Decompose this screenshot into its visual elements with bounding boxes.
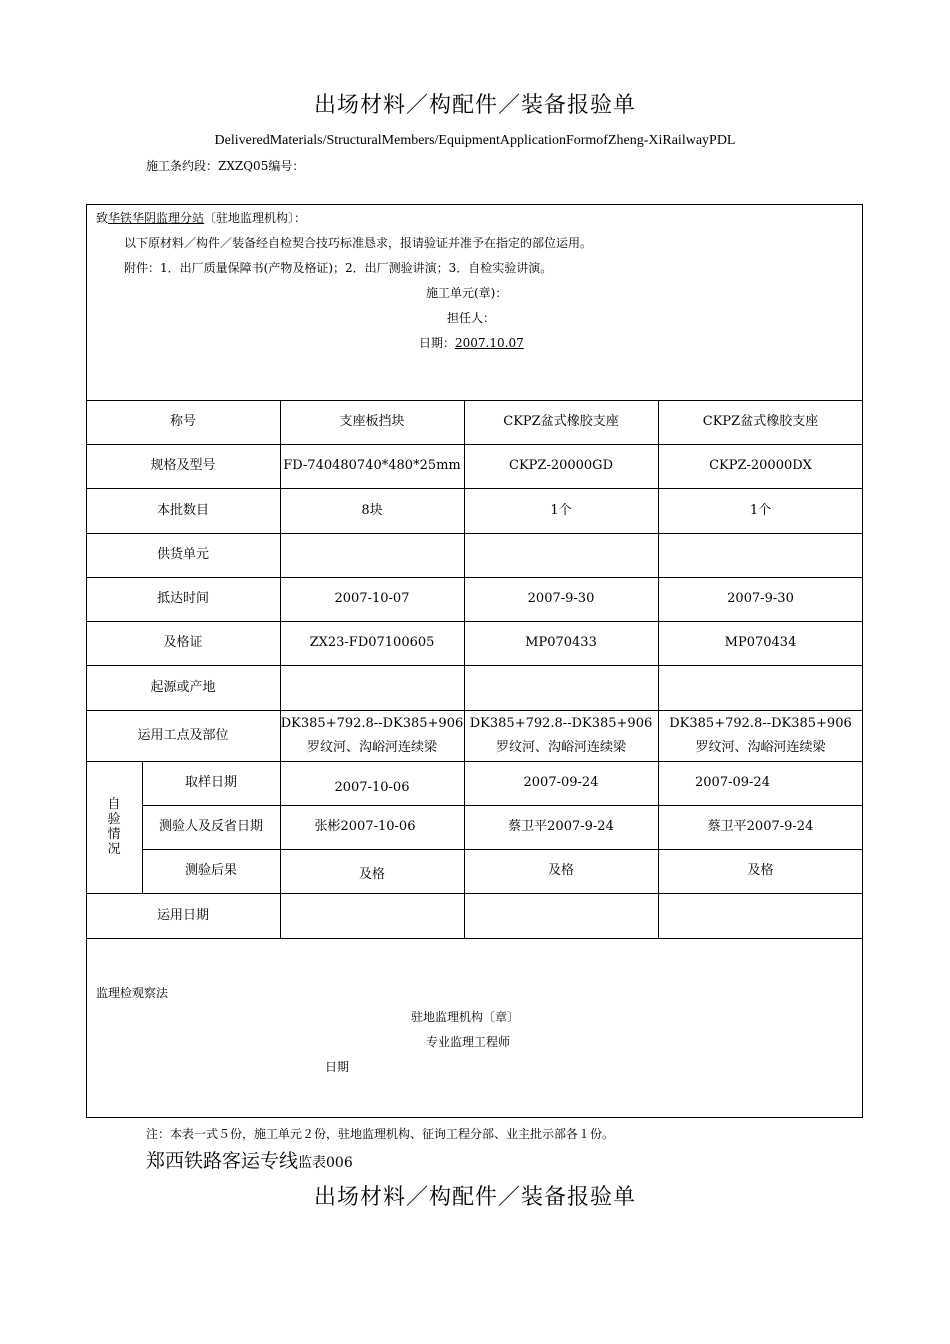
label-name: 称号 (169, 414, 196, 429)
col1-location-line2: 罗纹河、沟峪河连续梁 (306, 739, 437, 755)
label-result: 测验后果 (184, 863, 237, 878)
label-spec: 规格及型号 (150, 458, 216, 473)
col3-tester: 蔡卫平2007-9-24 (707, 819, 814, 834)
label-location: 运用工点及部位 (137, 727, 229, 743)
supervision-engineer: 专业监理工程师 (426, 1035, 511, 1049)
col3-supplier (658, 533, 863, 577)
supervision-agency: 驻地监理机构〔章〕 (411, 1010, 520, 1024)
col2-location (464, 710, 658, 761)
request-text: 以下原材料／构件／装备经自检契合技巧标准恳求，报请验证并准予在指定的部位运用。 (124, 236, 593, 250)
footer-line (146, 1146, 353, 1173)
col3-origin (658, 665, 863, 710)
col2-location-line2: 罗纹河、沟峪河连续梁 (495, 739, 626, 755)
label-self-test: 自验情况 (107, 797, 121, 857)
form-subtitle: DeliveredMaterials/StructuralMembers/EquipmentApplicationFormofZheng-XiRailwayPDL (214, 133, 736, 148)
col2-use-date (464, 893, 658, 938)
col3-result: 及格 (747, 863, 774, 878)
label-origin: 起源或产地 (150, 679, 216, 695)
to-suffix: 〔驻地监理机构〕： (204, 211, 307, 225)
col1-origin (280, 665, 464, 710)
contract-section: 施工条约段：ZXZQ05编号： (146, 159, 305, 173)
col3-arrival: 2007-9-30 (727, 591, 794, 606)
responsible-person: 担任人： (447, 311, 496, 325)
request-date (419, 334, 524, 351)
date-value: 2007.10.07 (455, 336, 524, 350)
col3-spec: CKPZ-20000DX (709, 458, 812, 473)
col1-location-line1: DK385+792.8--DK385+906 (280, 715, 464, 731)
col3-use-date (658, 893, 863, 938)
col3-location-line2: 罗纹河、沟峪河连续梁 (695, 739, 826, 755)
label-quantity: 本批数目 (156, 502, 209, 518)
table-bottom-line (86, 938, 863, 939)
col3-location (658, 710, 863, 761)
col1-quantity: 8块 (361, 502, 383, 518)
contractor-seal: 施工单元(章)： (426, 286, 508, 300)
label-use-date: 运用日期 (156, 907, 209, 923)
label-tester: 测验人及反省日期 (158, 819, 263, 834)
form-note: 注：本表一式５份，施工单元２份，驻地监理机构、征询工程分部、业主批示部各１份。 (146, 1127, 615, 1141)
date-label: 日期： (419, 336, 456, 350)
col1-result: 及格 (358, 867, 385, 882)
col2-name: CKPZ盆式橡胶支座 (503, 414, 619, 429)
label-sample-date: 取样日期 (184, 775, 237, 790)
col1-use-date (280, 893, 464, 938)
supervision-opinion-label: 监理检观察法 (96, 986, 169, 1000)
footer-railway-name: 郑西铁路客运专线 (146, 1150, 299, 1172)
col1-spec: FD-740480740*480*25mm (283, 458, 461, 473)
attachments-text: 附件：1．出厂质量保障书(产物及格证)；2．出厂测验讲演；3．自检实验讲演。 (124, 261, 553, 275)
col2-spec: CKPZ-20000GD (509, 458, 613, 473)
col2-tester: 蔡卫平2007-9-24 (508, 819, 614, 834)
col1-name: 支座板挡块 (339, 414, 405, 429)
col3-certificate: MP070434 (724, 635, 797, 650)
col1-arrival: 2007-10-07 (334, 591, 410, 606)
col2-result: 及格 (547, 863, 574, 878)
col1-sample-date: 2007-10-06 (334, 780, 410, 795)
addressee (96, 209, 306, 226)
col2-sample-date: 2007-09-24 (523, 775, 599, 790)
col3-sample-date: 2007-09-24 (695, 775, 770, 790)
col1-location (280, 710, 464, 761)
form-title: 出场材料／构配件／装备报验单 (313, 93, 636, 118)
footer-form-number: 监表006 (298, 1155, 353, 1171)
to-prefix: 致 (96, 211, 109, 225)
col3-quantity: 1个 (749, 502, 772, 518)
col1-certificate: ZX23-FD07100605 (309, 635, 435, 650)
supervision-date-label: 日期 (325, 1060, 350, 1074)
label-arrival: 抵达时间 (156, 591, 209, 606)
label-certificate: 及格证 (163, 635, 203, 650)
col2-certificate: MP070433 (525, 635, 597, 650)
col2-supplier (464, 533, 658, 577)
col2-arrival: 2007-9-30 (527, 591, 595, 606)
form-title-repeat: 出场材料／构配件／装备报验单 (313, 1185, 636, 1210)
col2-location-line1: DK385+792.8--DK385+906 (469, 715, 653, 731)
col3-name: CKPZ盆式橡胶支座 (702, 414, 819, 429)
label-supplier: 供货单元 (156, 547, 209, 562)
to-org: 华铁华阴监理分站 (108, 211, 205, 225)
col1-tester: 张彬2007-10-06 (314, 819, 416, 834)
col2-quantity: 1个 (550, 502, 572, 518)
col3-location-line1: DK385+792.8--DK385+906 (669, 715, 852, 731)
col2-origin (464, 665, 658, 710)
col1-supplier (280, 533, 464, 577)
